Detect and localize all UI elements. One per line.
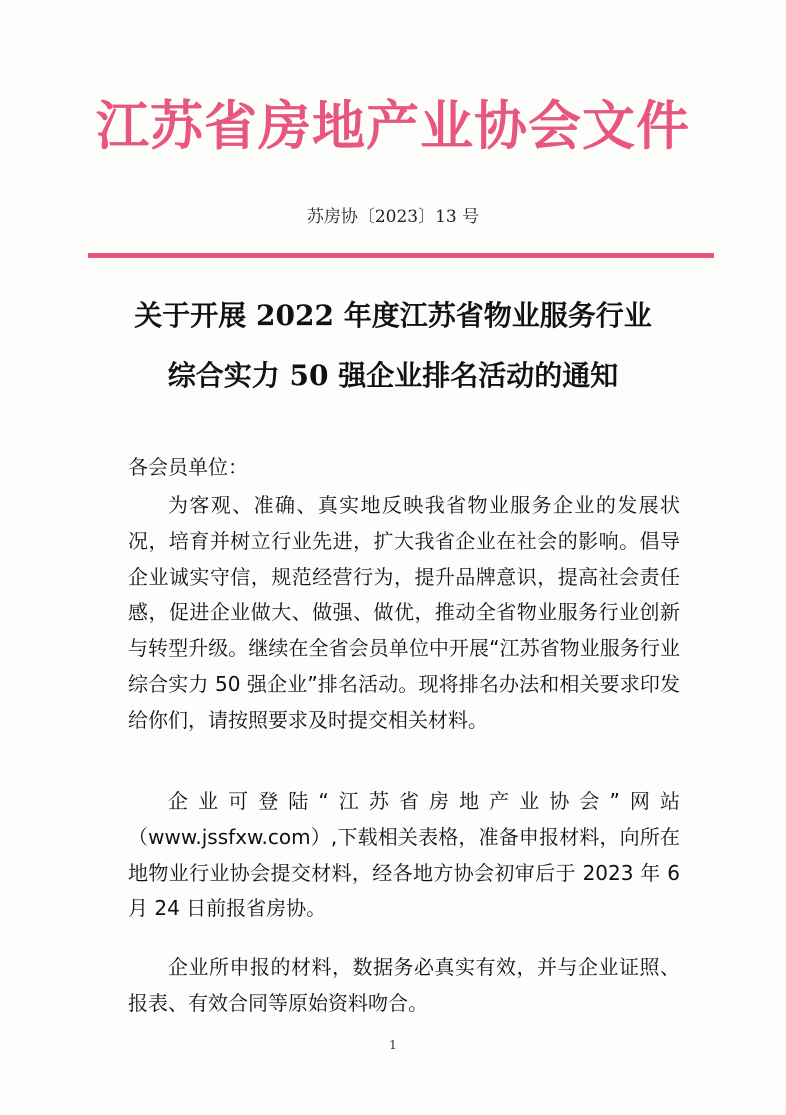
page-number: 1 <box>389 1038 397 1052</box>
notice-title-line-1: 关于开展 2022 年度江苏省物业服务行业 <box>134 299 652 332</box>
body-paragraph-2: 企业可登陆“江苏省房地产业协会”网站（www.jssfxw.com）,下载相关表格，准备申报材料，向所在地物业行业协会提交材料，经各地方协会初审后于 2023 年 6 月 24 日前报省房协。 <box>128 789 680 921</box>
notice-title-line-2: 综合实力 50 强企业排名活动的通知 <box>167 359 619 392</box>
document-number: 苏房协〔2023〕13 号 <box>306 207 480 227</box>
salutation: 各会员单位： <box>128 455 248 479</box>
body-paragraph-3: 企业所申报的材料，数据务必真实有效，并与企业证照、报表、有效合同等原始资料吻合。 <box>128 955 680 1015</box>
masthead-title: 江苏省房地产业协会文件 <box>96 95 690 157</box>
body-paragraph-1: 为客观、准确、真实地反映我省物业服务企业的发展状况，培育并树立行业先进，扩大我省企业在社会的影响。倡导企业诚实守信，规范经营行为，提升品牌意识，提高社会责任感，促进企业做大、做强、做优，推动全省物业服务行业创新与转型升级。继续在全省会员单位中开展“江苏省物业服务行业综合实力 50 强企业”排名活动。现将排名办法和相关要求印发给你们，请按照要求及时提交相关材料。 <box>128 493 680 732</box>
red-divider <box>88 253 714 258</box>
